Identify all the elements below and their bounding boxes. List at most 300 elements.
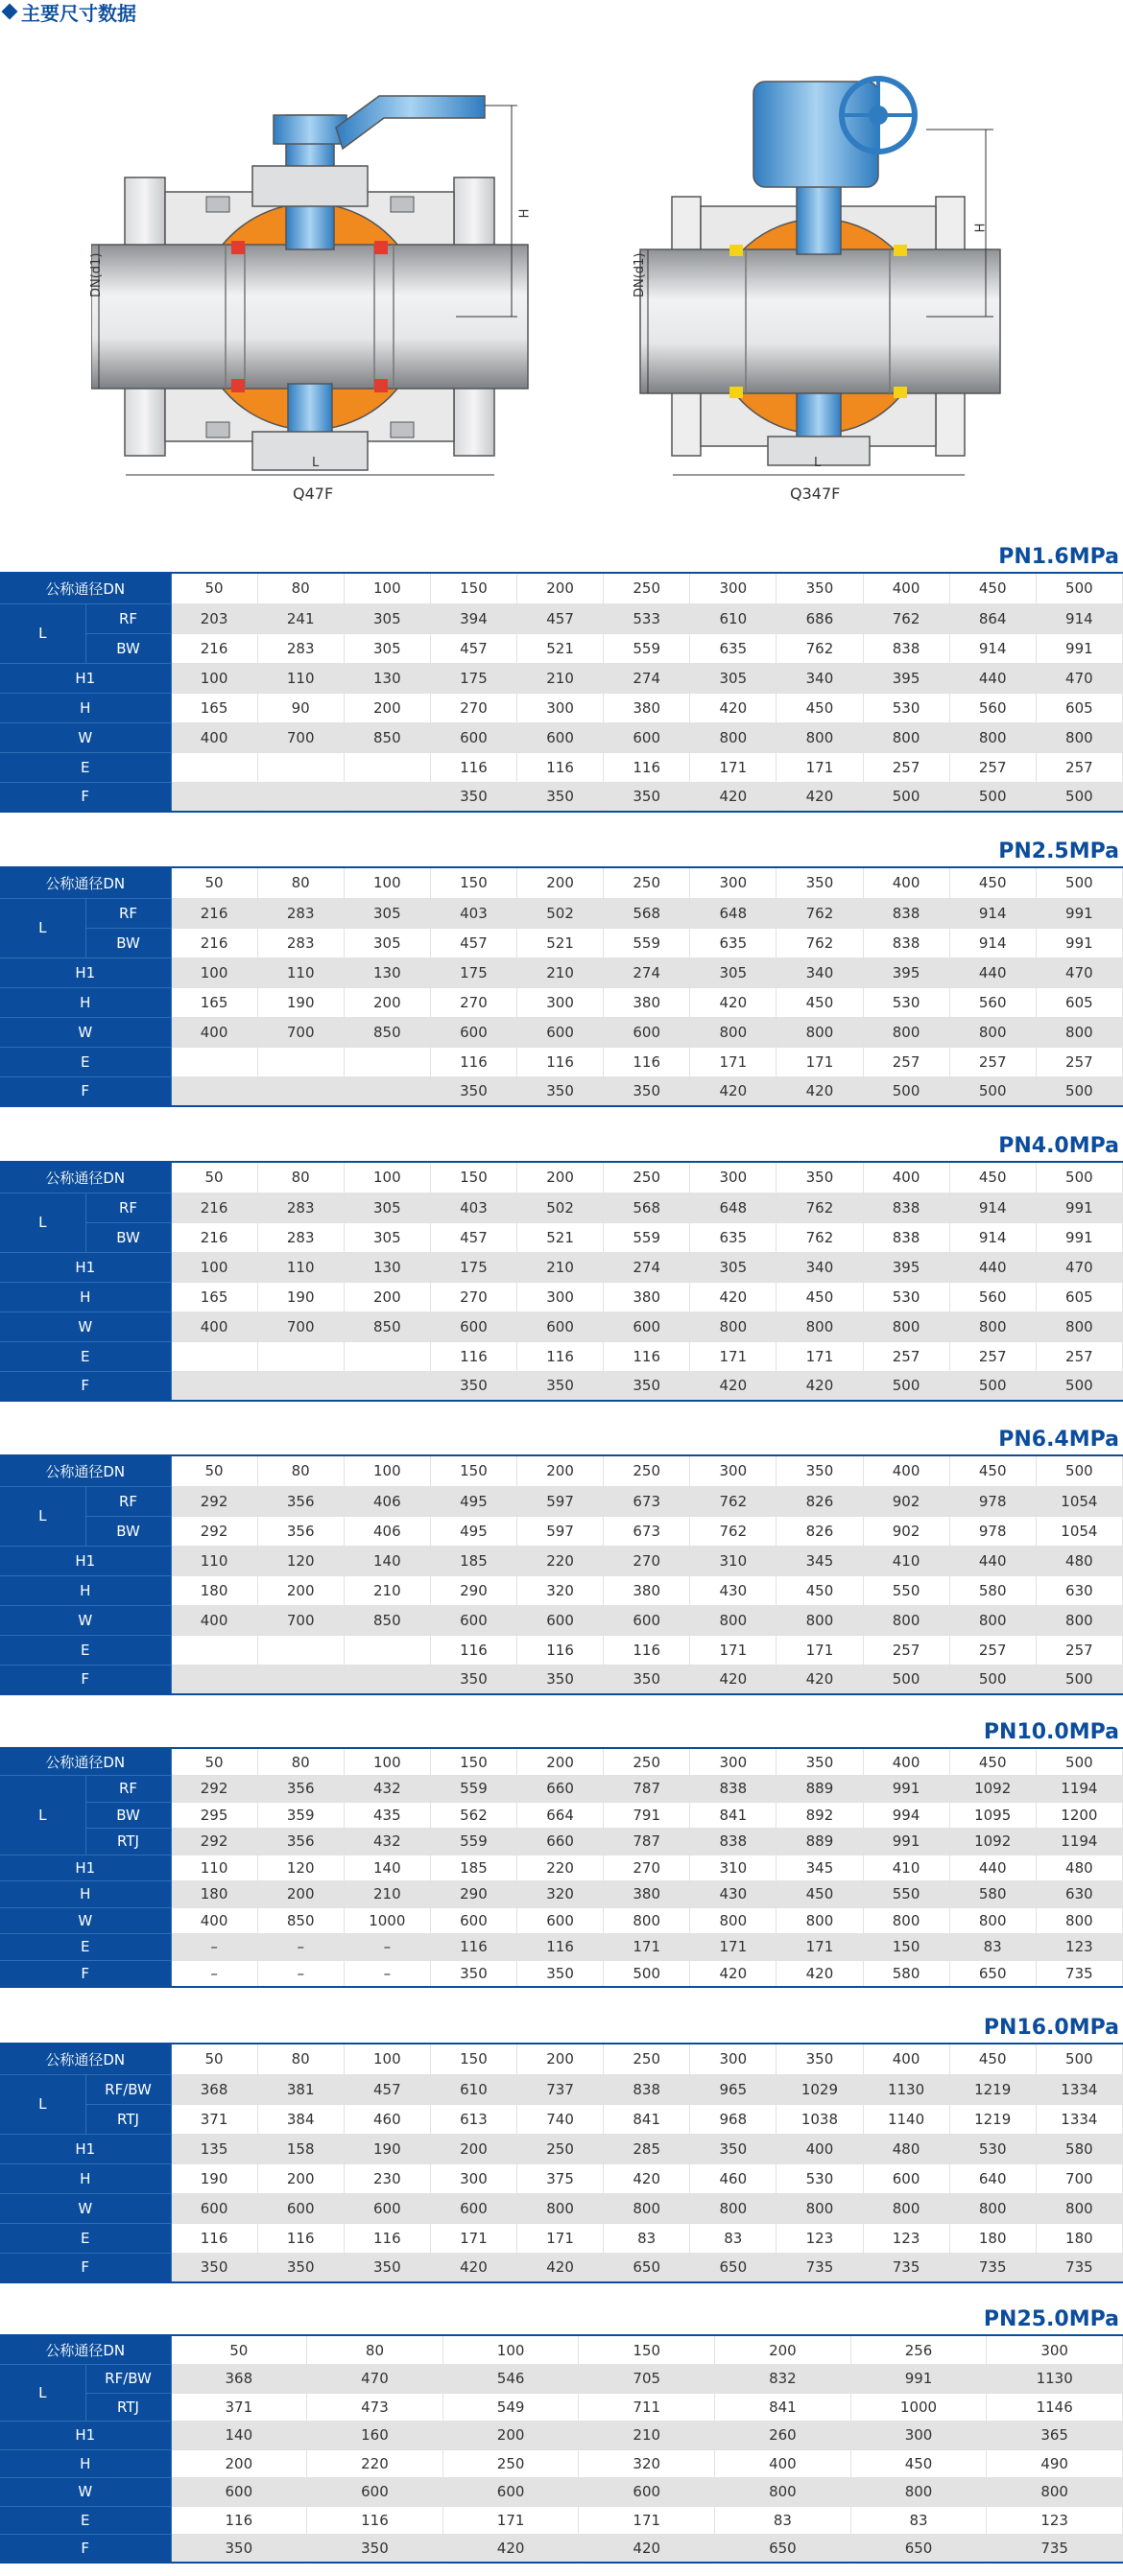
table-cell: 432: [344, 1829, 430, 1855]
table-cell: 180: [171, 1575, 257, 1605]
row-label: H1: [0, 2134, 171, 2163]
table-cell: 365: [987, 2422, 1123, 2450]
table-cell: 270: [430, 1282, 516, 1312]
table-cell: 560: [949, 1282, 1036, 1312]
table-cell: 350: [430, 1076, 516, 1106]
table-cell: 171: [777, 1635, 863, 1665]
table-cell: 800: [690, 1312, 777, 1341]
table-cell: 648: [690, 898, 777, 928]
table-cell: 850: [344, 722, 430, 752]
dn-value: 500: [1036, 2044, 1122, 2074]
table-cell: 600: [579, 2478, 715, 2507]
dn-value: 300: [690, 1749, 777, 1776]
table-cell: 1219: [949, 2104, 1036, 2134]
table-cell: 800: [1036, 1312, 1122, 1341]
dn-value: 400: [863, 1749, 949, 1776]
table-cell: 500: [863, 1371, 949, 1401]
table-cell: 171: [442, 2506, 579, 2535]
table-cell: 320: [517, 1881, 604, 1908]
row-label: E: [0, 1341, 171, 1371]
table-cell: [344, 782, 430, 812]
dn-value: 50: [171, 1749, 257, 1776]
table-cell: 600: [430, 2193, 516, 2223]
table-cell: 400: [171, 1907, 257, 1934]
table-cell: 120: [257, 1546, 344, 1575]
row-label: RF: [85, 898, 171, 928]
dn-value: 50: [171, 1456, 257, 1486]
dn-value: 350: [777, 574, 863, 603]
table-cell: 791: [604, 1802, 690, 1829]
table-cell: 380: [604, 987, 690, 1017]
table-cell: 460: [690, 2163, 777, 2193]
row-label: RF: [85, 1486, 171, 1516]
table-cell: 116: [344, 2223, 430, 2253]
table-cell: 274: [604, 663, 690, 693]
dim-h-label: H: [517, 208, 533, 219]
row-label: RTJ: [85, 1829, 171, 1855]
table-cell: 470: [1036, 957, 1122, 987]
row-label: RF/BW: [85, 2365, 171, 2394]
row-label: H1: [0, 2422, 171, 2450]
table-cell: 991: [1036, 1222, 1122, 1252]
table-cell: 435: [344, 1802, 430, 1829]
table-cell: 1130: [987, 2365, 1123, 2394]
table-cell: 283: [257, 898, 344, 928]
table-cell: 800: [1036, 1907, 1122, 1934]
table-cell: 116: [430, 752, 516, 782]
table-cell: 420: [690, 693, 777, 722]
l-header: L: [0, 603, 85, 663]
table-cell: [257, 1076, 344, 1106]
table-cell: 216: [171, 928, 257, 957]
table-cell: 787: [604, 1829, 690, 1855]
table-cell: 965: [690, 2074, 777, 2104]
dn-value: 250: [604, 2044, 690, 2074]
dn-value: 150: [430, 2044, 516, 2074]
dn-value: 200: [517, 1456, 604, 1486]
table-cell: 914: [949, 633, 1036, 663]
table-cell: [257, 1341, 344, 1371]
table-cell: 800: [949, 1907, 1036, 1934]
table-cell: 171: [690, 1635, 777, 1665]
dn-value: 150: [430, 1456, 516, 1486]
table-cell: 83: [949, 1934, 1036, 1961]
table-cell: 650: [604, 2253, 690, 2282]
row-label: RF: [85, 1776, 171, 1803]
row-label: F: [0, 2253, 171, 2282]
table-cell: 380: [604, 1575, 690, 1605]
table-cell: 283: [257, 1222, 344, 1252]
table-cell: 735: [987, 2535, 1123, 2564]
table-cell: 800: [690, 1017, 777, 1047]
table-cell: 180: [171, 1881, 257, 1908]
table-cell: 200: [344, 987, 430, 1017]
table-cell: 295: [171, 1802, 257, 1829]
table-cell: 420: [604, 2163, 690, 2193]
dn-value: 300: [690, 868, 777, 898]
table-cell: [344, 1635, 430, 1665]
table-cell: 210: [579, 2422, 715, 2450]
dim-l-label: L: [312, 456, 320, 470]
table-cell: 83: [850, 2506, 987, 2535]
table-cell: 500: [1036, 1371, 1122, 1401]
table-cell: 171: [690, 1934, 777, 1961]
table-cell: [344, 752, 430, 782]
table-cell: 257: [1036, 752, 1122, 782]
table-cell: 350: [430, 1665, 516, 1694]
dn-value: 450: [949, 1456, 1036, 1486]
table-cell: 597: [517, 1486, 604, 1516]
table-cell: [171, 782, 257, 812]
table-cell: [257, 1635, 344, 1665]
table-cell: 580: [1036, 2134, 1122, 2163]
table-cell: 500: [1036, 1665, 1122, 1694]
table-cell: 83: [715, 2506, 851, 2535]
dn-value: 150: [579, 2336, 715, 2365]
table-cell: 800: [863, 722, 949, 752]
table-cell: 200: [257, 1575, 344, 1605]
table-cell: 90: [257, 693, 344, 722]
dn-header: 公称通径DN: [0, 574, 171, 603]
dn-value: 100: [344, 868, 430, 898]
dn-value: 300: [987, 2336, 1123, 2365]
table-cell: 283: [257, 633, 344, 663]
table-cell: 991: [1036, 898, 1122, 928]
table-cell: 185: [430, 1546, 516, 1575]
table-cell: 762: [690, 1516, 777, 1546]
row-label: H1: [0, 1855, 171, 1881]
dn-value: 400: [863, 868, 949, 898]
table-cell: 978: [949, 1516, 1036, 1546]
table-cell: 500: [949, 782, 1036, 812]
dim-h-label-right: H: [973, 223, 989, 233]
table-cell: 420: [442, 2535, 579, 2564]
table-cell: 914: [949, 898, 1036, 928]
table-cell: 350: [517, 1076, 604, 1106]
table-cell: 500: [1036, 782, 1122, 812]
table-cell: 116: [517, 752, 604, 782]
table-cell: 400: [715, 2449, 851, 2478]
table-cell: 800: [850, 2478, 987, 2507]
table-cell: 800: [1036, 1605, 1122, 1635]
dn-value: 200: [517, 1163, 604, 1193]
table-cell: 300: [517, 987, 604, 1017]
table-cell: 130: [344, 957, 430, 987]
row-label: F: [0, 782, 171, 812]
table-cell: 800: [863, 2193, 949, 2223]
table-cell: [344, 1341, 430, 1371]
pressure-title: PN16.0MPa: [983, 2016, 1119, 2040]
table-cell: 257: [863, 1047, 949, 1076]
table-cell: 546: [442, 2365, 579, 2394]
table-cell: 356: [257, 1776, 344, 1803]
table-cell: 257: [949, 752, 1036, 782]
dn-value: 50: [171, 2336, 307, 2365]
table-cell: 310: [690, 1546, 777, 1575]
table-cell: [344, 1371, 430, 1401]
table-cell: 568: [604, 1193, 690, 1222]
table-cell: 473: [307, 2393, 443, 2422]
table-cell: 600: [604, 722, 690, 752]
table-cell: 257: [1036, 1635, 1122, 1665]
table-cell: 350: [257, 2253, 344, 2282]
table-cell: 978: [949, 1486, 1036, 1516]
dn-value: 150: [430, 574, 516, 603]
table-cell: 838: [863, 1222, 949, 1252]
table-cell: 800: [863, 1017, 949, 1047]
table-cell: 116: [430, 1047, 516, 1076]
table-cell: 116: [517, 1934, 604, 1961]
table-cell: 610: [430, 2074, 516, 2104]
table-cell: 403: [430, 1193, 516, 1222]
row-label: H1: [0, 957, 171, 987]
table-cell: 305: [690, 957, 777, 987]
table-cell: 420: [777, 1960, 863, 1987]
row-label: RF: [85, 603, 171, 633]
table-cell: 440: [949, 663, 1036, 693]
table-cell: 800: [517, 2193, 604, 2223]
table-cell: 1029: [777, 2074, 863, 2104]
table-cell: 420: [430, 2253, 516, 2282]
table-cell: 395: [863, 663, 949, 693]
dn-value: 150: [430, 868, 516, 898]
table-cell: 562: [430, 1802, 516, 1829]
table-cell: 800: [604, 2193, 690, 2223]
table-cell: 600: [257, 2193, 344, 2223]
table-cell: 350: [430, 1960, 516, 1987]
table-cell: 1130: [863, 2074, 949, 2104]
table-cell: 495: [430, 1486, 516, 1516]
table-cell: 400: [171, 1017, 257, 1047]
table-cell: 740: [517, 2104, 604, 2134]
row-label: BW: [85, 633, 171, 663]
table-cell: 257: [949, 1341, 1036, 1371]
row-label: F: [0, 1076, 171, 1106]
dn-value: 300: [690, 1456, 777, 1486]
row-label: F: [0, 1960, 171, 1987]
table-cell: 300: [517, 693, 604, 722]
row-label: F: [0, 1371, 171, 1401]
table-cell: 320: [579, 2449, 715, 2478]
dn-value: 350: [777, 1456, 863, 1486]
table-cell: 457: [517, 603, 604, 633]
table-cell: 600: [863, 2163, 949, 2193]
table-cell: 368: [171, 2074, 257, 2104]
table-cell: 580: [949, 1881, 1036, 1908]
table-cell: 735: [777, 2253, 863, 2282]
table-cell: 457: [430, 928, 516, 957]
table-cell: 110: [171, 1546, 257, 1575]
dn-value: 450: [949, 1163, 1036, 1193]
table-cell: 605: [1036, 987, 1122, 1017]
table-cell: 1334: [1036, 2104, 1122, 2134]
table-cell: 350: [517, 1960, 604, 1987]
pressure-title: PN1.6MPa: [998, 545, 1119, 569]
dn-value: 100: [442, 2336, 579, 2365]
table-cell: 220: [517, 1855, 604, 1881]
row-label: H: [0, 2163, 171, 2193]
table-cell: 650: [949, 1960, 1036, 1987]
dn-value: 50: [171, 574, 257, 603]
table-cell: 350: [517, 782, 604, 812]
table-cell: 580: [863, 1960, 949, 1987]
table-cell: 991: [863, 1776, 949, 1803]
table-cell: 290: [430, 1881, 516, 1908]
dn-value: 80: [257, 574, 344, 603]
table-cell: 400: [171, 1312, 257, 1341]
table-cell: 420: [690, 1665, 777, 1694]
table-cell: 660: [517, 1829, 604, 1855]
table-cell: 991: [1036, 928, 1122, 957]
table-cell: 838: [863, 633, 949, 663]
table-cell: 110: [171, 1855, 257, 1881]
table-cell: 480: [1036, 1546, 1122, 1575]
table-cell: 190: [171, 2163, 257, 2193]
row-label: E: [0, 2506, 171, 2535]
table-cell: 600: [430, 1312, 516, 1341]
table-cell: 274: [604, 957, 690, 987]
table-cell: 430: [690, 1881, 777, 1908]
table-cell: 735: [949, 2253, 1036, 2282]
table-cell: 470: [1036, 1252, 1122, 1282]
dimension-table: [0, 2044, 1123, 2283]
table-cell: 838: [863, 1193, 949, 1222]
table-cell: 123: [987, 2506, 1123, 2535]
row-label: E: [0, 752, 171, 782]
dim-l-label-right: L: [814, 456, 822, 470]
table-cell: 495: [430, 1516, 516, 1546]
table-cell: 190: [257, 987, 344, 1017]
dn-value: 400: [863, 574, 949, 603]
table-cell: 600: [430, 1605, 516, 1635]
table-cell: 1054: [1036, 1486, 1122, 1516]
row-label: H1: [0, 663, 171, 693]
table-cell: 200: [257, 1881, 344, 1908]
table-cell: 123: [863, 2223, 949, 2253]
table-cell: 270: [604, 1546, 690, 1575]
table-cell: 100: [171, 1252, 257, 1282]
table-cell: 210: [517, 1252, 604, 1282]
table-cell: 605: [1036, 1282, 1122, 1312]
table-cell: 350: [604, 1665, 690, 1694]
table-cell: 580: [949, 1575, 1036, 1605]
row-label: RTJ: [85, 2104, 171, 2134]
table-cell: 292: [171, 1486, 257, 1516]
table-cell: 305: [344, 898, 430, 928]
table-cell: 203: [171, 603, 257, 633]
table-cell: 735: [1036, 2253, 1122, 2282]
row-label: H: [0, 1282, 171, 1312]
table-cell: 140: [344, 1546, 430, 1575]
table-cell: 406: [344, 1516, 430, 1546]
table-cell: 480: [863, 2134, 949, 2163]
table-cell: 283: [257, 928, 344, 957]
table-cell: [171, 1635, 257, 1665]
table-cell: 420: [517, 2253, 604, 2282]
table-cell: 216: [171, 633, 257, 663]
pressure-title: PN2.5MPa: [998, 839, 1119, 863]
table-cell: 130: [344, 1252, 430, 1282]
table-cell: [257, 1371, 344, 1401]
table-cell: 450: [777, 987, 863, 1017]
table-cell: 650: [715, 2535, 851, 2564]
table-cell: 841: [715, 2393, 851, 2422]
table-cell: 285: [604, 2134, 690, 2163]
row-label: W: [0, 1312, 171, 1341]
table-cell: 470: [307, 2365, 443, 2394]
table-cell: 600: [430, 1907, 516, 1934]
table-cell: 600: [517, 1907, 604, 1934]
table-cell: 480: [1036, 1855, 1122, 1881]
dn-value: 200: [715, 2336, 851, 2365]
table-cell: 216: [171, 898, 257, 928]
row-label: RF: [85, 1193, 171, 1222]
table-cell: –: [171, 1960, 257, 1987]
caption-q347f: Q347F: [790, 484, 841, 503]
table-cell: 185: [430, 1855, 516, 1881]
dn-value: 350: [777, 868, 863, 898]
valve-drawing-q347f: [633, 53, 1003, 504]
dn-value: 80: [257, 1749, 344, 1776]
table-cell: 171: [430, 2223, 516, 2253]
table-cell: 457: [430, 633, 516, 663]
row-label: BW: [85, 1516, 171, 1546]
table-cell: 116: [430, 1635, 516, 1665]
row-label: H: [0, 2449, 171, 2478]
pressure-title: PN10.0MPa: [983, 1720, 1119, 1744]
table-cell: 190: [257, 1282, 344, 1312]
table-cell: 1219: [949, 2074, 1036, 2104]
dn-value: 500: [1036, 574, 1122, 603]
table-cell: 180: [949, 2223, 1036, 2253]
table-cell: 420: [690, 1960, 777, 1987]
table-cell: 1054: [1036, 1516, 1122, 1546]
table-cell: 500: [1036, 1076, 1122, 1106]
table-cell: 83: [604, 2223, 690, 2253]
table-cell: 200: [430, 2134, 516, 2163]
table-cell: 274: [604, 1252, 690, 1282]
row-label: H: [0, 987, 171, 1017]
table-cell: 356: [257, 1516, 344, 1546]
table-cell: 420: [579, 2535, 715, 2564]
table-cell: 320: [517, 1575, 604, 1605]
table-cell: 395: [863, 1252, 949, 1282]
dn-value: 100: [344, 1163, 430, 1193]
table-cell: 305: [344, 633, 430, 663]
dn-value: 150: [430, 1163, 516, 1193]
table-cell: 500: [604, 1960, 690, 1987]
table-cell: 560: [949, 987, 1036, 1017]
table-cell: 350: [517, 1665, 604, 1694]
table-cell: 705: [579, 2365, 715, 2394]
table-cell: 290: [430, 1575, 516, 1605]
table-cell: 350: [430, 782, 516, 812]
table-cell: 200: [442, 2422, 579, 2450]
table-cell: –: [344, 1934, 430, 1961]
table-cell: 700: [257, 1312, 344, 1341]
table-cell: 440: [949, 957, 1036, 987]
dn-value: 500: [1036, 1163, 1122, 1193]
table-cell: 664: [517, 1802, 604, 1829]
dn-value: 300: [690, 574, 777, 603]
table-cell: 914: [949, 1222, 1036, 1252]
table-cell: 400: [171, 1605, 257, 1635]
table-cell: 502: [517, 898, 604, 928]
table-cell: 850: [344, 1605, 430, 1635]
caption-q47f: Q47F: [293, 484, 334, 503]
table-cell: 850: [344, 1017, 430, 1047]
row-label: W: [0, 1605, 171, 1635]
